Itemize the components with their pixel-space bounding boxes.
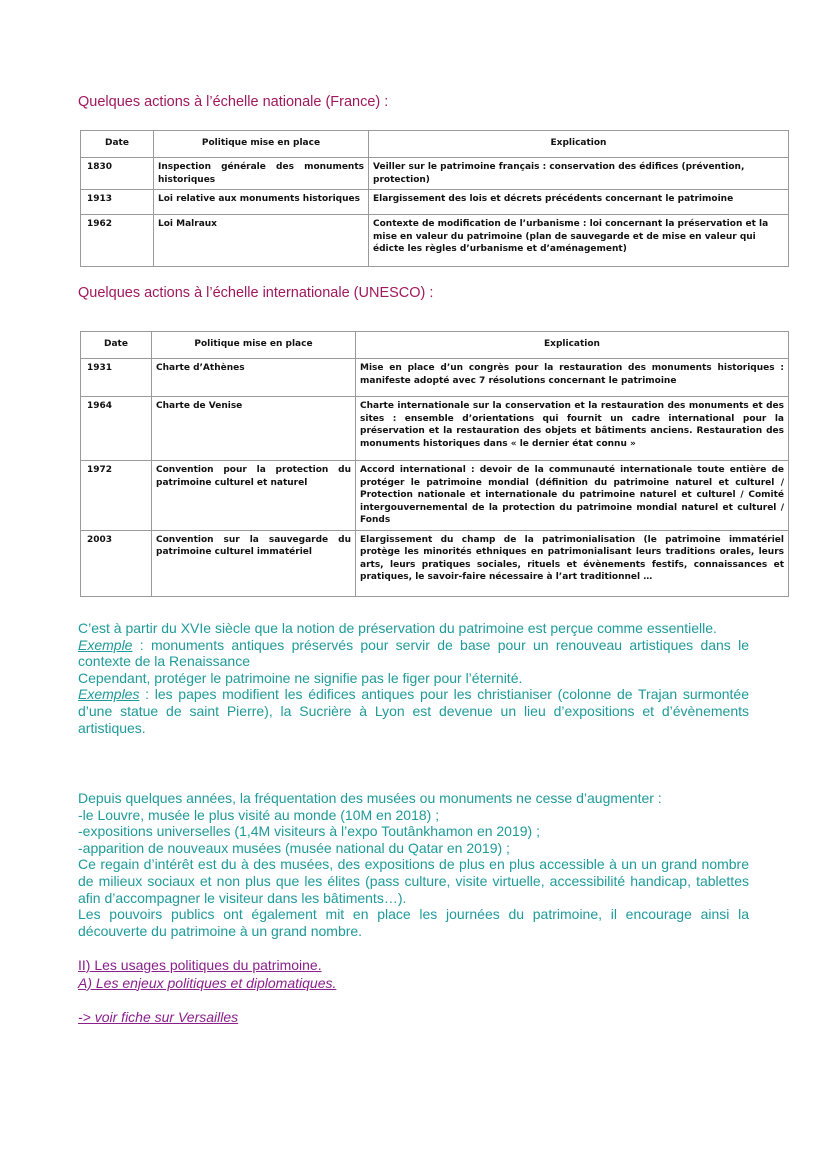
table-international bbox=[80, 331, 789, 597]
row-policy: Inspection générale des monuments historiques bbox=[154, 158, 369, 190]
example-text: : monuments antiques préservés pour servir de base pour un renouveau artistiques dans le contexte de la Renaissance bbox=[78, 636, 749, 670]
pouvoirs-text: Les pouvoirs publics ont également mit en place les journées du patrimoine, il encourage ainsi la découverte du patrimoine à un grand nombre. bbox=[78, 906, 749, 939]
heading-national: Quelques actions à l’échelle nationale (France) : bbox=[78, 94, 389, 110]
row-date: 1964 bbox=[81, 397, 152, 461]
table-row bbox=[81, 461, 789, 531]
renaissance-paragraph bbox=[78, 620, 749, 736]
row-policy: Charte d’Athènes bbox=[152, 359, 356, 397]
attendance-paragraph bbox=[78, 790, 749, 939]
row-date: 1972 bbox=[81, 461, 152, 531]
row-date: 2003 bbox=[81, 530, 152, 596]
header-explanation: Explication bbox=[369, 131, 789, 158]
row-policy: Convention sur la sauvegarde du patrimoine culturel immatériel bbox=[152, 530, 356, 596]
example-line bbox=[78, 637, 749, 670]
table-header-row bbox=[81, 131, 789, 158]
list-item: -le Louvre, musée le plus visité au monde (10M en 2018) ; bbox=[78, 806, 440, 823]
row-explanation: Charte internationale sur la conservation et la restauration des monuments et des sites : ensemble d’orientations qui fournit un cadre international pour la préservation et la restauration des objets et bâtiments anciens. Restauration des monuments historiques dans « le dernier état connu » bbox=[356, 397, 789, 461]
table-row bbox=[81, 190, 789, 215]
row-explanation: Contexte de modification de l’urbanisme : loi concernant la préservation et la mise en valeur du patrimoine (plan de sauvegarde et de mise en valeur qui édicte les règles d’urbanisme et d’aménagement) bbox=[369, 215, 789, 267]
row-explanation: Elargissement des lois et décrets précédents concernant le patrimoine bbox=[369, 190, 789, 215]
row-explanation: Elargissement du champ de la patrimonialisation (le patrimoine immatériel protège les minorités ethniques en patrimonialisant leurs traditions orales, leurs arts, leurs pratiques sociales, rituels et évènements festifs, connaissances et pratiques, le savoir-faire nécessaire à l’art traditionnel … bbox=[356, 530, 789, 596]
table-national bbox=[80, 130, 789, 267]
table-row bbox=[81, 397, 789, 461]
header-date: Date bbox=[81, 332, 152, 359]
header-policy: Politique mise en place bbox=[152, 332, 356, 359]
example-label: Exemple bbox=[78, 636, 133, 653]
table-row bbox=[81, 158, 789, 190]
however-text: Cependant, protéger le patrimoine ne signifie pas le figer pour l’éternité. bbox=[78, 669, 523, 686]
regain-text: Ce regain d’intérêt est du à des musées, des expositions de plus en plus accessible à un un grand nombre de milieux sociaux et non plus que les élites (pass culture, visite virtuelle, accessibilité handicap, tablettes afin d’accompagner le visiteur dans les bâtiments…). bbox=[78, 856, 749, 906]
row-explanation: Accord international : devoir de la communauté internationale toute entière de protéger le patrimoine mondial (définition du patrimoine naturel et culturel / Protection nationale et internationale du patrimoine naturel et culturel / Comité intergouvernemental de la protection du patrimoine mondial naturel et culturel / Fonds bbox=[356, 461, 789, 531]
section-headings bbox=[78, 957, 336, 992]
row-date: 1931 bbox=[81, 359, 152, 397]
row-date: 1913 bbox=[81, 190, 154, 215]
table-row bbox=[81, 530, 789, 596]
list-item: -apparition de nouveaux musées (musée national du Qatar en 2019) ; bbox=[78, 839, 510, 856]
versailles-link[interactable]: -> voir fiche sur Versailles bbox=[78, 1009, 239, 1025]
subsection-title: A) Les enjeux politiques et diplomatiques. bbox=[78, 974, 337, 991]
attendance-line: Depuis quelques années, la fréquentation des musées ou monuments ne cesse d’augmenter : bbox=[78, 790, 662, 806]
examples-text: : les papes modifient les édifices antiques pour les christianiser (colonne de Trajan surmontée d’une statue de saint Pierre), la Sucrière à Lyon est devenue un lieu d’expositions et d’évènements artistiques. bbox=[78, 686, 749, 736]
row-policy: Convention pour la protection du patrimoine culturel et naturel bbox=[152, 461, 356, 531]
row-explanation: Mise en place d’un congrès pour la restauration des monuments historiques : manifeste adopté avec 7 résolutions concernant le patrimoine bbox=[356, 359, 789, 397]
row-policy: Charte de Venise bbox=[152, 397, 356, 461]
table-row bbox=[81, 215, 789, 267]
row-policy: Loi relative aux monuments historiques bbox=[154, 190, 369, 215]
heading-international: Quelques actions à l’échelle internationale (UNESCO) : bbox=[78, 285, 434, 301]
row-explanation: Veiller sur le patrimoine français : conservation des édifices (prévention, protection) bbox=[369, 158, 789, 190]
examples-line bbox=[78, 686, 749, 736]
examples-label: Exemples bbox=[78, 686, 140, 703]
row-date: 1830 bbox=[81, 158, 154, 190]
header-explanation: Explication bbox=[356, 332, 789, 359]
row-date: 1962 bbox=[81, 215, 154, 267]
row-policy: Loi Malraux bbox=[154, 215, 369, 267]
section-title: II) Les usages politiques du patrimoine. bbox=[78, 957, 322, 973]
intro-text: C’est à partir du XVIe siècle que la notion de préservation du patrimoine est perçue comme essentielle. bbox=[78, 620, 717, 636]
header-policy: Politique mise en place bbox=[154, 131, 369, 158]
table-header-row bbox=[81, 332, 789, 359]
table-row bbox=[81, 359, 789, 397]
header-date: Date bbox=[81, 131, 154, 158]
list-item: -expositions universelles (1,4M visiteurs à l’expo Toutânkhamon en 2019) ; bbox=[78, 823, 540, 840]
